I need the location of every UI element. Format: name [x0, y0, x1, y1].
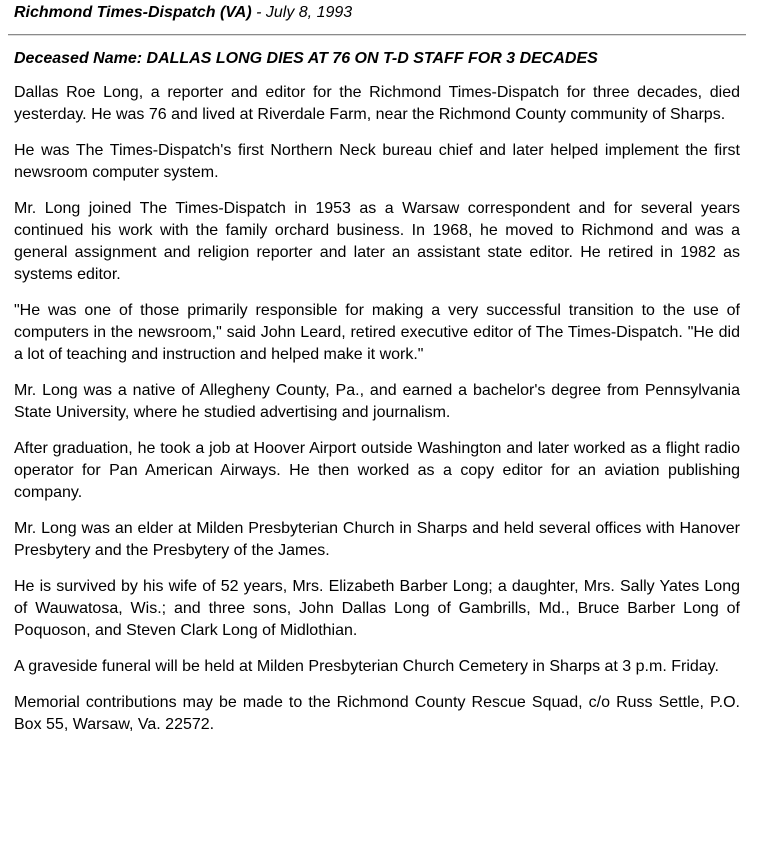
publication-date: July 8, 1993	[265, 4, 353, 21]
article-paragraph: Mr. Long joined The Times-Dispatch in 1953 as a Warsaw correspondent and for several years continued his work with the family orchard business. In 1968, he moved to Richmond and was a general assignment and religion reporter and later an assistant state editor. He retired in 1982 as systems editor.	[14, 200, 740, 283]
article-paragraph: After graduation, he took a job at Hoover Airport outside Washington and later worked as a flight radio operator for Pan American Airways. He then worked as a copy editor for an aviation publishing company.	[14, 440, 740, 501]
article-paragraph: A graveside funeral will be held at Milden Presbyterian Church Cemetery in Sharps at 3 p.m. Friday.	[14, 658, 719, 675]
article-body	[14, 48, 740, 750]
article-paragraph: He was The Times-Dispatch's first Northern Neck bureau chief and later helped implement the first newsroom computer system.	[14, 142, 740, 181]
article-paragraph: "He was one of those primarily responsible for making a very successful transition to the use of computers in the newsroom," said John Leard, retired executive editor of The Times-Dispatch. "He did a lot of teaching and instruction and helped make it work."	[14, 302, 740, 363]
article-paragraph: Memorial contributions may be made to the Richmond County Rescue Squad, c/o Russ Settle, P.O. Box 55, Warsaw, Va. 22572.	[14, 694, 740, 733]
article-paragraph: Mr. Long was an elder at Milden Presbyterian Church in Sharps and held several offices with Hanover Presbytery and the Presbytery of the James.	[14, 520, 740, 559]
article-paragraph: Mr. Long was a native of Allegheny County, Pa., and earned a bachelor's degree from Pennsylvania State University, where he studied advertising and journalism.	[14, 382, 740, 421]
header-divider	[8, 34, 746, 36]
source-separator: -	[251, 4, 266, 21]
source-line	[14, 3, 352, 23]
article-paragraph: He is survived by his wife of 52 years, Mrs. Elizabeth Barber Long; a daughter, Mrs. Sally Yates Long of Wauwatosa, Wis.; and three sons, John Dallas Long of Gambrills, Md., Bruce Barber Long of Poquoson, and Steven Clark Long of Midlothian.	[14, 578, 740, 639]
article-paragraph: Dallas Roe Long, a reporter and editor for the Richmond Times-Dispatch for three decades, died yesterday. He was 76 and lived at Riverdale Farm, near the Richmond County community of Sharps.	[14, 84, 740, 123]
article-headline: Deceased Name: DALLAS LONG DIES AT 76 ON T-D STAFF FOR 3 DECADES	[14, 50, 598, 67]
newspaper-name: Richmond Times-Dispatch (VA)	[14, 4, 252, 21]
